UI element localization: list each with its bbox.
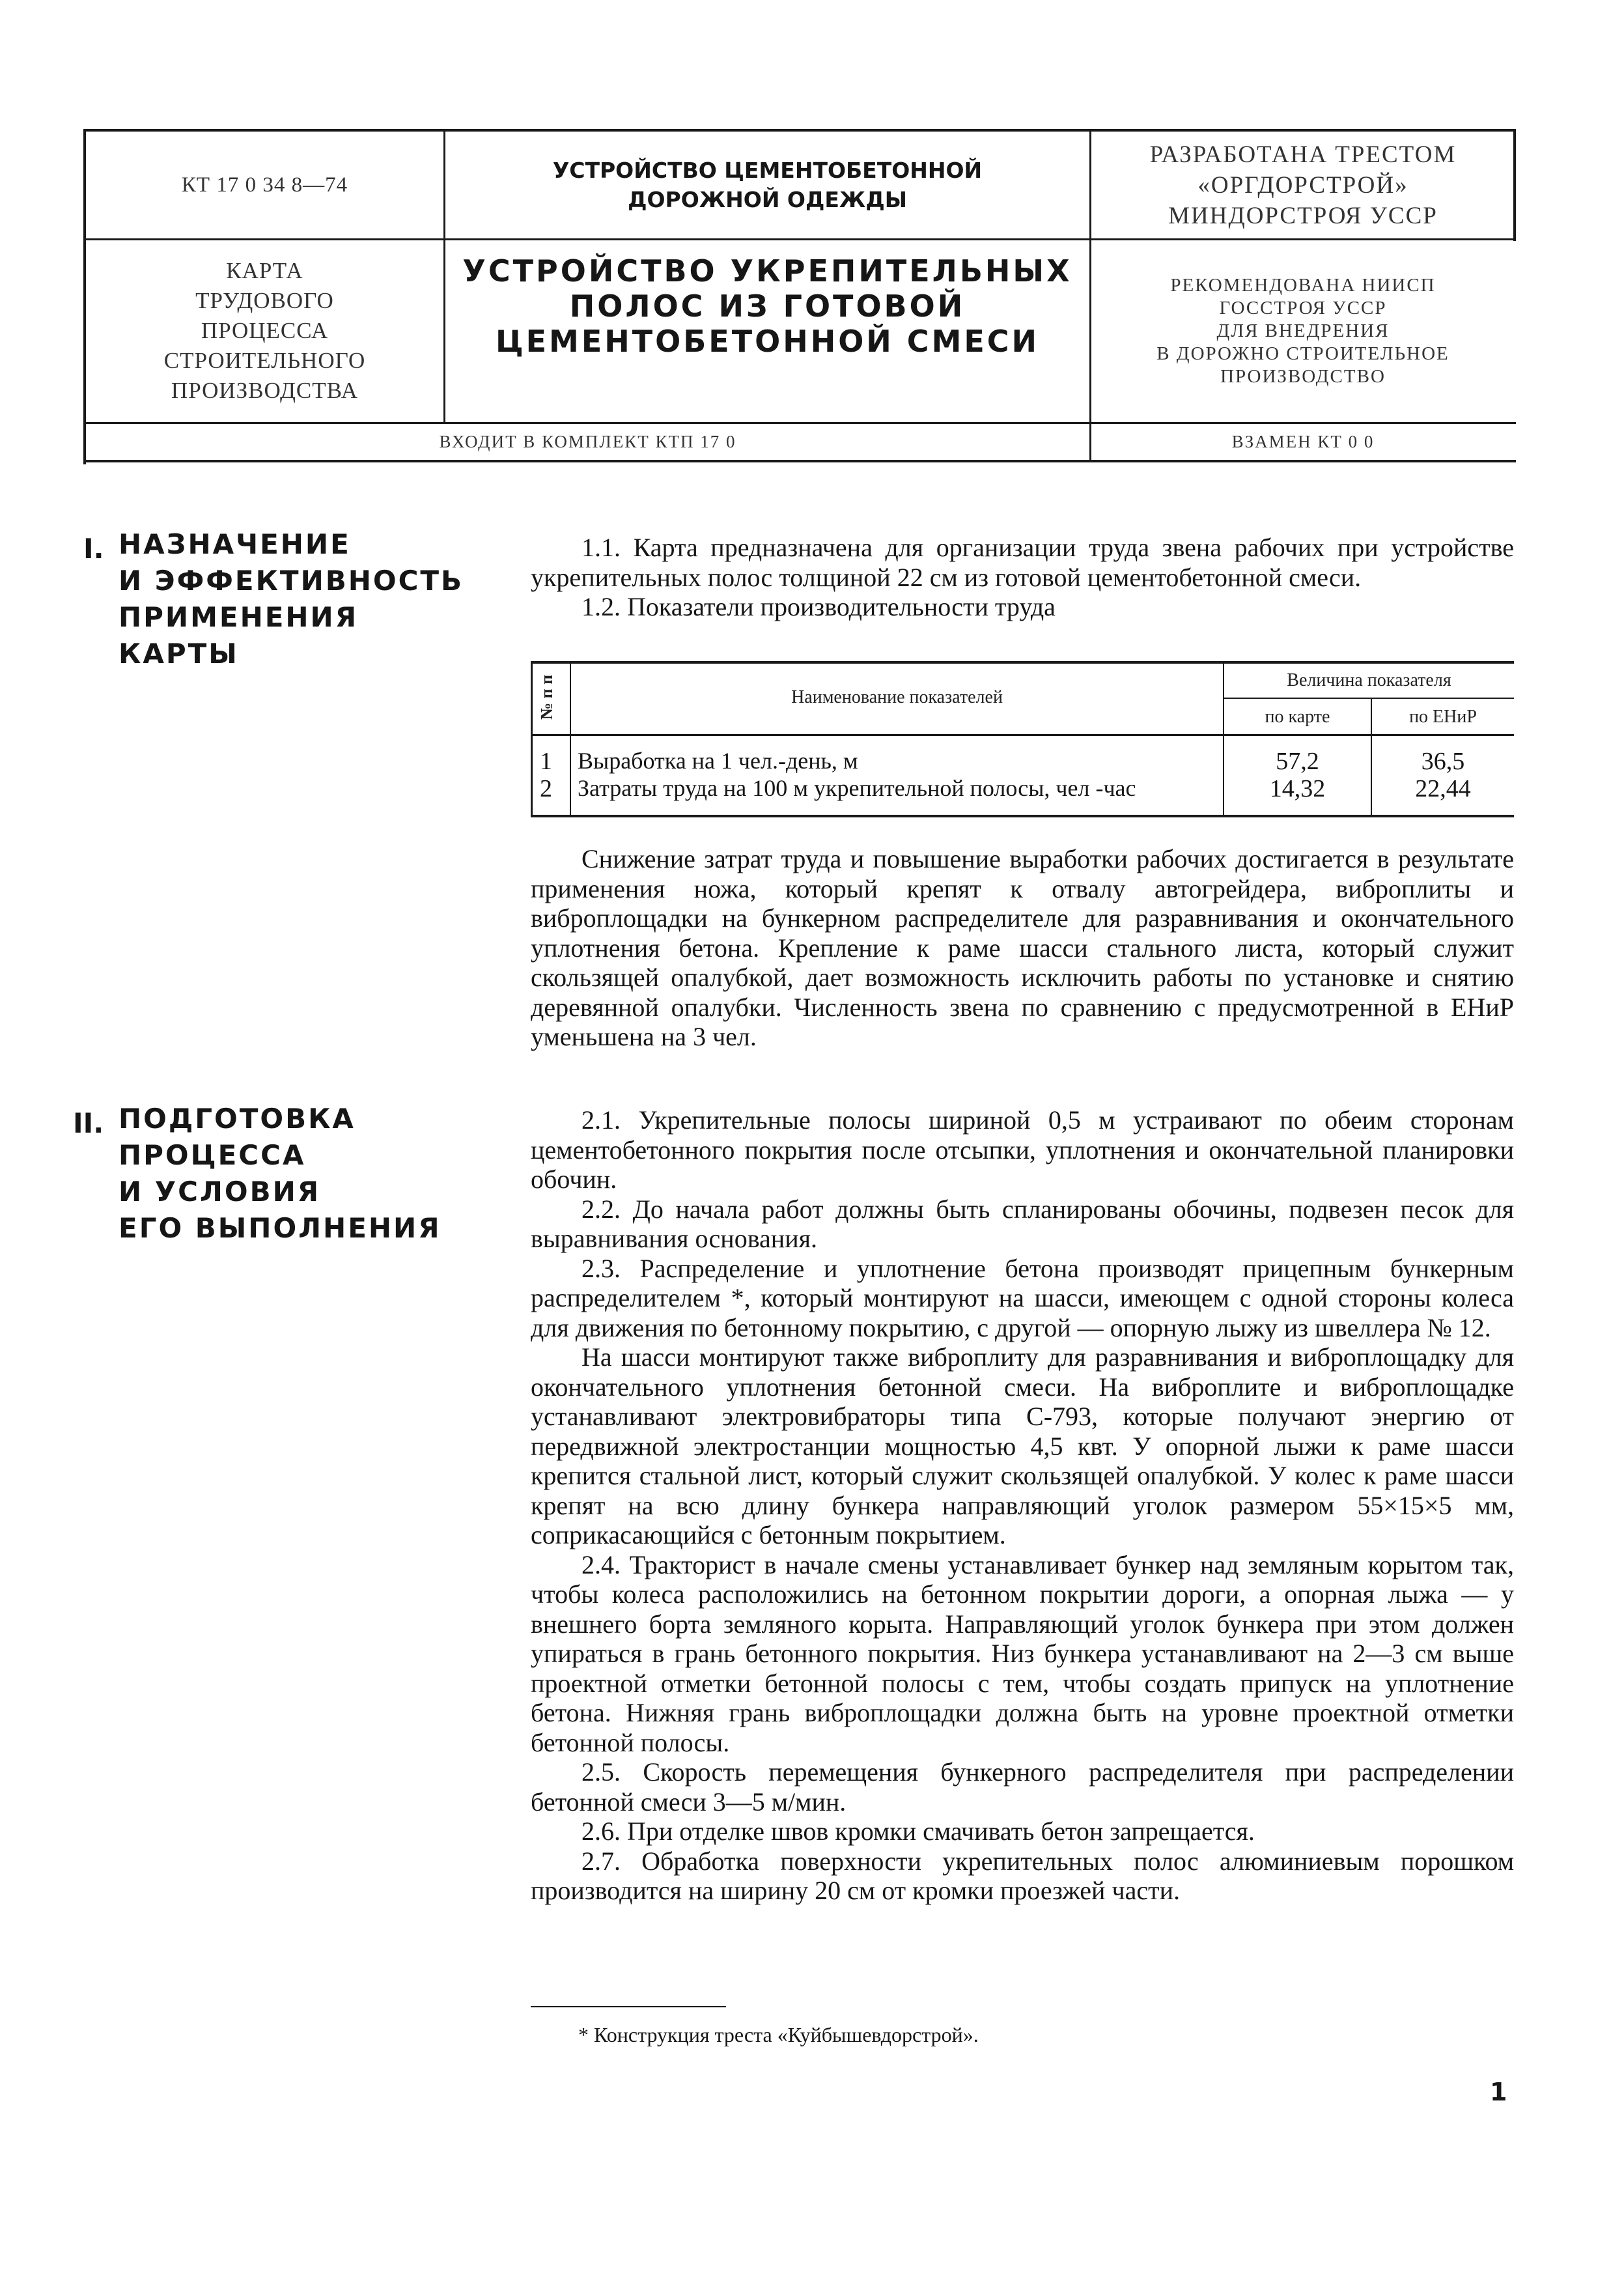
- card-type-line-4: СТРОИТЕЛЬНОГО: [163, 348, 366, 373]
- recommendation-line-4: В ДОРОЖНО СТРОИТЕЛЬНОЕ: [1156, 343, 1449, 364]
- header-right-border: [1513, 129, 1516, 241]
- column-name-header: Наименование показателей: [791, 687, 1003, 707]
- section-2-title: [119, 1101, 441, 1247]
- header-row-divider-2: [83, 422, 1516, 424]
- recommendation-line-1: РЕКОМЕНДОВАНА НИИСП: [1170, 274, 1436, 296]
- page-number: 1: [1490, 2078, 1507, 2106]
- header-top-border: [83, 129, 1516, 132]
- column-value-header: Величина показателя: [1287, 670, 1451, 690]
- section-1-number: I.: [83, 533, 104, 565]
- paragraph-efficiency: Снижение затрат труда и повышение выработки рабочих достигается в результате применения ножа, который крепят к отвалу автогрейдера, виброплиты и виброплощадки на бункерном распределителе для разравнивания и окончательного уплотнения бетона. Крепление к раме шасси стального листа, который служит скользящей опалубкой, дает возможность исключить работы по установке и снятию деревянной опалубки. Численность звена по сравнению с предусмотренной в ЕНиР уменьшена на 3 чел.: [531, 844, 1514, 1051]
- replaces-note: ВЗАМЕН КТ 0 0: [1231, 431, 1375, 451]
- table-row-2-enir: 22,44: [1415, 775, 1471, 802]
- header-row-divider-1: [83, 238, 1516, 240]
- section-2-number: II.: [73, 1107, 104, 1139]
- paragraph-1-1: 1.1. Карта предназначена для организации труда звена рабочих при устройстве укрепительных полос толщиной 22 см из готовой цементобетонной смеси.: [531, 533, 1514, 592]
- kit-membership: ВХОДИТ В КОМПЛЕКТ КТП 17 0: [439, 431, 736, 451]
- section-1-title-line-2: И ЭФФЕКТИВНОСТЬ: [119, 565, 464, 597]
- paragraph-2-2: 2.2. До начала работ должны быть спланированы обочины, подвезен песок для выравнивания основания.: [531, 1194, 1514, 1253]
- table-row-1-card: 57,2: [1276, 748, 1319, 775]
- table-bottom-border: [531, 815, 1514, 817]
- paragraph-2-5: 2.5. Скорость перемещения бункерного распределителя при распределении бетонной смеси 3—5 м/мин.: [531, 1757, 1514, 1816]
- section-1-title-line-1: НАЗНАЧЕНИЕ: [119, 528, 351, 560]
- paragraph-2-3-continued: На шасси монтируют также виброплиту для разравнивания и виброплощадку для окончательного уплотнения бетонной смеси. На виброплите и виброплощадке устанавливают электровибраторы типа С-793, которые получают энергию от передвижной электростанции мощностью 4,5 квт. У опорной лыжи к раме шасси крепится стальной лист, который служит скользящей опалубкой. У колес к раме шасси крепят на всю длину бункера направляющий уголок размером 55×15×5 мм, соприкасающийся с бетонным покрытием.: [531, 1342, 1514, 1549]
- section-1-intro: [531, 533, 1514, 622]
- section-2-title-line-2: ПРОЦЕССА: [119, 1139, 306, 1171]
- paragraph-2-1: 2.1. Укрепительные полосы шириной 0,5 м устраивают по обеим сторонам цементобетонного покрытия после отсыпки, уплотнения и окончательной планировки обочин.: [531, 1105, 1514, 1194]
- productivity-table: [531, 661, 1514, 821]
- header-bottom-border: [83, 460, 1516, 462]
- developer-line-2: «ОРГДОРСТРОЙ»: [1197, 171, 1408, 199]
- section-1-title-line-3: ПРИМЕНЕНИЯ: [119, 601, 359, 633]
- recommendation-info: [1093, 241, 1513, 421]
- table-top-border: [531, 661, 1514, 664]
- recommendation-line-3: ДЛЯ ВНЕДРЕНИЯ: [1216, 320, 1390, 341]
- developer-line-3: МИНДОРСТРОЯ УССР: [1168, 202, 1438, 229]
- card-type-line-2: ТРУДОВОГО: [195, 288, 334, 313]
- section-1-title-line-4: КАРТЫ: [119, 638, 239, 670]
- document-title: [447, 241, 1088, 371]
- recommendation-line-5: ПРОИЗВОДСТВО: [1220, 365, 1386, 387]
- paragraph-2-3: 2.3. Распределение и уплотнение бетона производят прицепным бункерным распределителем *, который монтируют на шасси, имеющем с одной стороны колеса для движения по бетонному покрытию, с другой — опорную лыжу из швеллера № 12.: [531, 1253, 1514, 1342]
- table-col-divider-1: [570, 661, 571, 817]
- developer-info: [1093, 133, 1513, 237]
- header-col-divider-1: [443, 129, 445, 423]
- table-row-1-name: Выработка на 1 чел.-день, м: [578, 748, 858, 774]
- table-row-1-number: 1: [540, 748, 552, 775]
- column-number-header: № п п: [537, 674, 556, 720]
- paragraph-2-7: 2.7. Обработка поверхности укрепительных полос алюминиевым порошком производится на ширину 20 см от кромки проезжей части.: [531, 1846, 1514, 1905]
- developer-line-1: РАЗРАБОТАНА ТРЕСТОМ: [1149, 141, 1457, 168]
- section-2-title-line-1: ПОДГОТОВКА: [119, 1103, 356, 1135]
- card-type: [87, 241, 442, 421]
- table-row-1-enir: 36,5: [1421, 748, 1465, 775]
- document-title-line-1: УСТРОЙСТВО УКРЕПИТЕЛЬНЫХ: [462, 253, 1072, 289]
- paragraph-2-4: 2.4. Тракторист в начале смены устанавливает бункер над земляным корытом так, чтобы колеса расположились на бетонном покрытии дороги, а опорная лыжа — у внешнего борта земляного корыта. Направляющий уголок бункера при этом должен упираться в грань бетонного покрытия. Низ бункера устанавливают на 2—3 см выше проектной отметки бетонной полосы с тем, чтобы создать припуск на уплотнение бетона. Нижняя грань виброплощадки должна быть на уровне проектной отметки бетонной полосы.: [531, 1549, 1514, 1757]
- card-code: КТ 17 0 34 8—74: [181, 173, 348, 197]
- recommendation-line-2: ГОССТРОЯ УССР: [1219, 297, 1387, 318]
- table-header-bottom: [531, 734, 1514, 736]
- table-left-border: [531, 661, 533, 817]
- work-type-title: [447, 133, 1088, 237]
- document-header: [83, 129, 1516, 464]
- document-title-line-3: ЦЕМЕНТОБЕТОННОЙ СМЕСИ: [495, 324, 1040, 359]
- card-type-line-1: КАРТА: [226, 258, 303, 283]
- section-2-title-line-3: И УСЛОВИЯ: [119, 1176, 321, 1208]
- paragraph-2-6: 2.6. При отделке швов кромки смачивать бетон запрещается.: [581, 1816, 1255, 1846]
- document-title-line-2: ПОЛОС ИЗ ГОТОВОЙ: [569, 289, 966, 324]
- work-type-title-line-1: УСТРОЙСТВО ЦЕМЕНТОБЕТОННОЙ: [552, 158, 983, 183]
- column-enir-header: по ЕНиР: [1409, 707, 1477, 727]
- header-left-border: [83, 129, 86, 464]
- paragraph-1-2: 1.2. Показатели производительности труда: [581, 592, 1056, 621]
- table-subheader-line: [1223, 698, 1514, 699]
- section-1-conclusion: [531, 844, 1514, 1052]
- card-type-line-3: ПРОЦЕССА: [201, 318, 329, 343]
- table-row-2-card: 14,32: [1269, 775, 1326, 802]
- table-row-2-number: 2: [540, 775, 552, 802]
- table-row-2-name: Затраты труда на 100 м укрепительной полосы, чел -час: [578, 775, 1136, 801]
- footnote: * Конструкция треста «Куйбышевдорстрой».: [578, 2023, 979, 2046]
- section-2-body: [531, 1105, 1514, 1906]
- footnote-separator: [531, 2006, 726, 2007]
- card-type-line-5: ПРОИЗВОДСТВА: [171, 378, 359, 403]
- work-type-title-line-2: ДОРОЖНОЙ ОДЕЖДЫ: [628, 187, 907, 212]
- header-col-divider-2: [1089, 129, 1091, 462]
- section-1-title: [119, 526, 464, 672]
- column-card-header: по карте: [1265, 707, 1330, 727]
- section-2-title-line-4: ЕГО ВЫПОЛНЕНИЯ: [119, 1212, 441, 1244]
